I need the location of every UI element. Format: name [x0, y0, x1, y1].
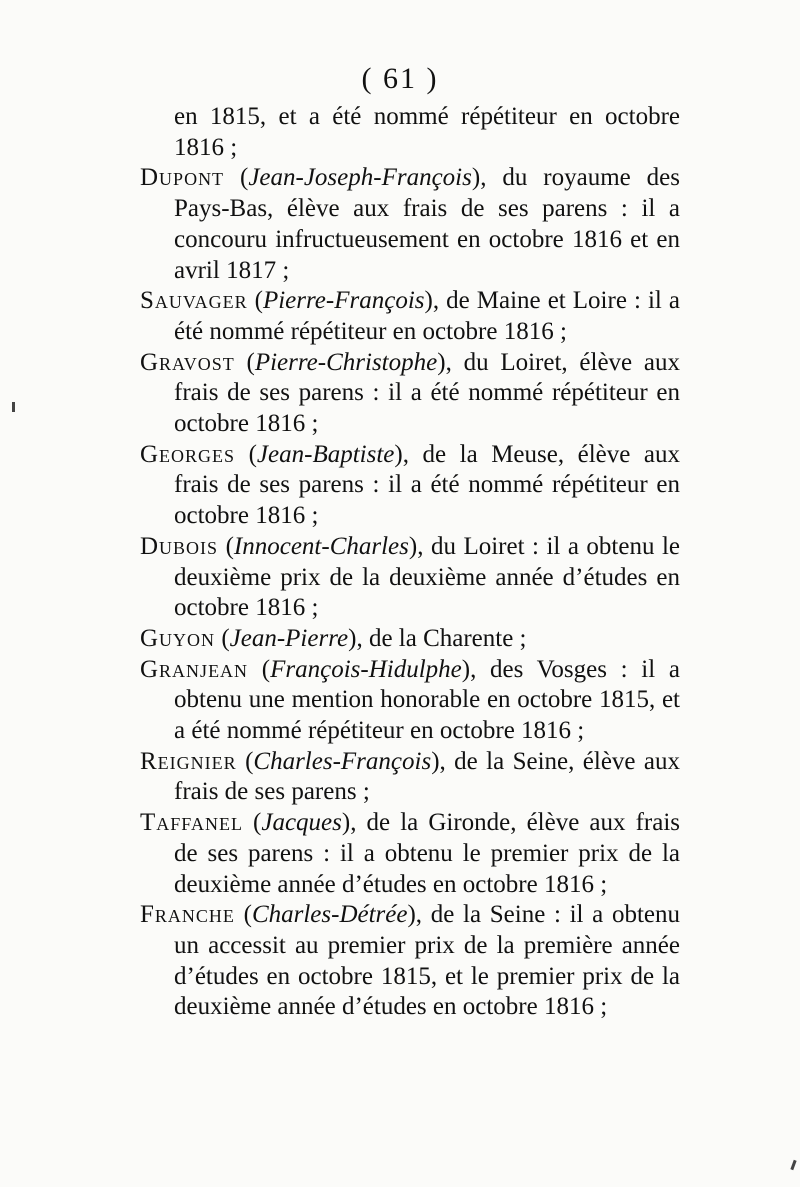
entry-given-names: Jean-Pierre [229, 624, 349, 652]
entry-details: , de la Charente ; [356, 624, 527, 652]
entry-taffanel: Taffanel (Jacques), de la Gironde, élève aux frais de ses parens : il a obtenu le premier prix de la deuxième année d’études en octobre 1816 ; [140, 809, 680, 898]
entry-list [140, 102, 680, 1023]
entry-details: , des Vosges : il a obtenu une mention honorable en octobre 1815, et a été nommé répétiteur en octobre 1816 ; [174, 655, 680, 745]
entry-details: , de la Meuse, élève aux frais de ses parens : il a été nommé répétiteur en octobre 1816 ; [174, 440, 680, 530]
entry-given-names: Jean-Joseph-François [248, 164, 472, 192]
entry-franche: Franche (Charles-Détrée), de la Seine : il a obtenu un accessit au premier prix de la première année d’études en octobre 1815, et le premier prix de la deuxième année d’études en octobre 1816 ; [140, 901, 681, 1021]
entry-surname: Georges [140, 440, 236, 468]
entry-details: , de la Gironde, élève aux frais de ses parens : il a obtenu le premier prix de la deuxième année d’études en octobre 1816 ; [174, 809, 680, 898]
entry-given-names: Pierre-François [262, 287, 425, 315]
entry-surname: Gravost [140, 348, 235, 376]
entry-given-names: Pierre-Christophe [254, 348, 438, 376]
entry-dupont: Dupont (Jean-Joseph-François), du royaume des Pays-Bas, élève aux frais de ses parens : il a concouru infructueusement en octobre 1816 et en avril 1817 ; [140, 164, 680, 284]
margin-ink-mark [12, 402, 15, 412]
entry-given-names: Innocent-Charles [233, 532, 409, 560]
entry-surname: Granjean [140, 655, 249, 683]
entry-given-names: Charles-Détrée [251, 901, 408, 929]
entry-surname: Taffanel [140, 809, 243, 837]
entry-surname: Guyon [140, 624, 216, 652]
entry-given-names: Jean-Baptiste [256, 440, 395, 468]
page-number: ( 61 ) [361, 62, 439, 95]
entry-given-names: Charles-François [253, 747, 432, 775]
margin-ink-mark [790, 1160, 796, 1170]
entry-continuation [140, 102, 680, 163]
entry-surname: Reignier [140, 747, 237, 775]
entry-georges: Georges (Jean-Baptiste), de la Meuse, élève aux frais de ses parens : il a été nommé répétiteur en octobre 1816 ; [140, 440, 680, 530]
entry-sauvager: Sauvager (Pierre-François), de Maine et Loire : il a été nommé répétiteur en octobre 1816 ; [140, 287, 680, 345]
entry-details: , de Maine et Loire : il a été nommé répétiteur en octobre 1816 ; [174, 287, 680, 345]
entry-surname: Dupont [140, 164, 225, 192]
entry-gravost: Gravost (Pierre-Christophe), du Loiret, élève aux frais de ses parens : il a été nommé répétiteur en octobre 1816 ; [140, 348, 681, 438]
entry-guyon: Guyon (Jean-Pierre), de la Charente ; [140, 624, 527, 652]
entry-reignier: Reignier (Charles-François), de la Seine, élève aux frais de ses parens ; [140, 747, 681, 806]
entry-surname: Sauvager [140, 287, 248, 315]
entry-surname: Dubois [140, 532, 219, 560]
entry-dubois: Dubois (Innocent-Charles), du Loiret : il a obtenu le deuxième prix de la deuxième année d’études en octobre 1816 ; [140, 532, 680, 622]
entry-details: , de la Seine : il a obtenu un accessit au premier prix de la première année d’études en octobre 1815, et le premier prix de la deuxième année d’études en octobre 1816 ; [174, 901, 681, 1021]
entry-details: , de la Seine, élève aux frais de ses parens ; [174, 747, 681, 806]
entry-details: , du Loiret : il a obtenu le deuxième prix de la deuxième année d’études en octobre 1816 ; [174, 532, 680, 622]
entry-granjean: Granjean (François-Hidulphe), des Vosges : il a obtenu une mention honorable en octobre 1815, et a été nommé répétiteur en octobre 1816 ; [140, 655, 680, 745]
entry-details: , du Loiret, élève aux frais de ses parens : il a été nommé répétiteur en octobre 1816 ; [174, 348, 681, 438]
entry-given-names: Jacques [261, 809, 342, 837]
entry-given-names: François-Hidulphe [270, 655, 462, 683]
entry-details: , du royaume des Pays-Bas, élève aux frais de ses parens : il a concouru infructueusement en octobre 1816 et en avril 1817 ; [174, 164, 680, 284]
entry-continuation-text: en 1815, et a été nommé répétiteur en octobre 1816 ; [174, 103, 680, 161]
entry-surname: Franche [140, 901, 235, 929]
